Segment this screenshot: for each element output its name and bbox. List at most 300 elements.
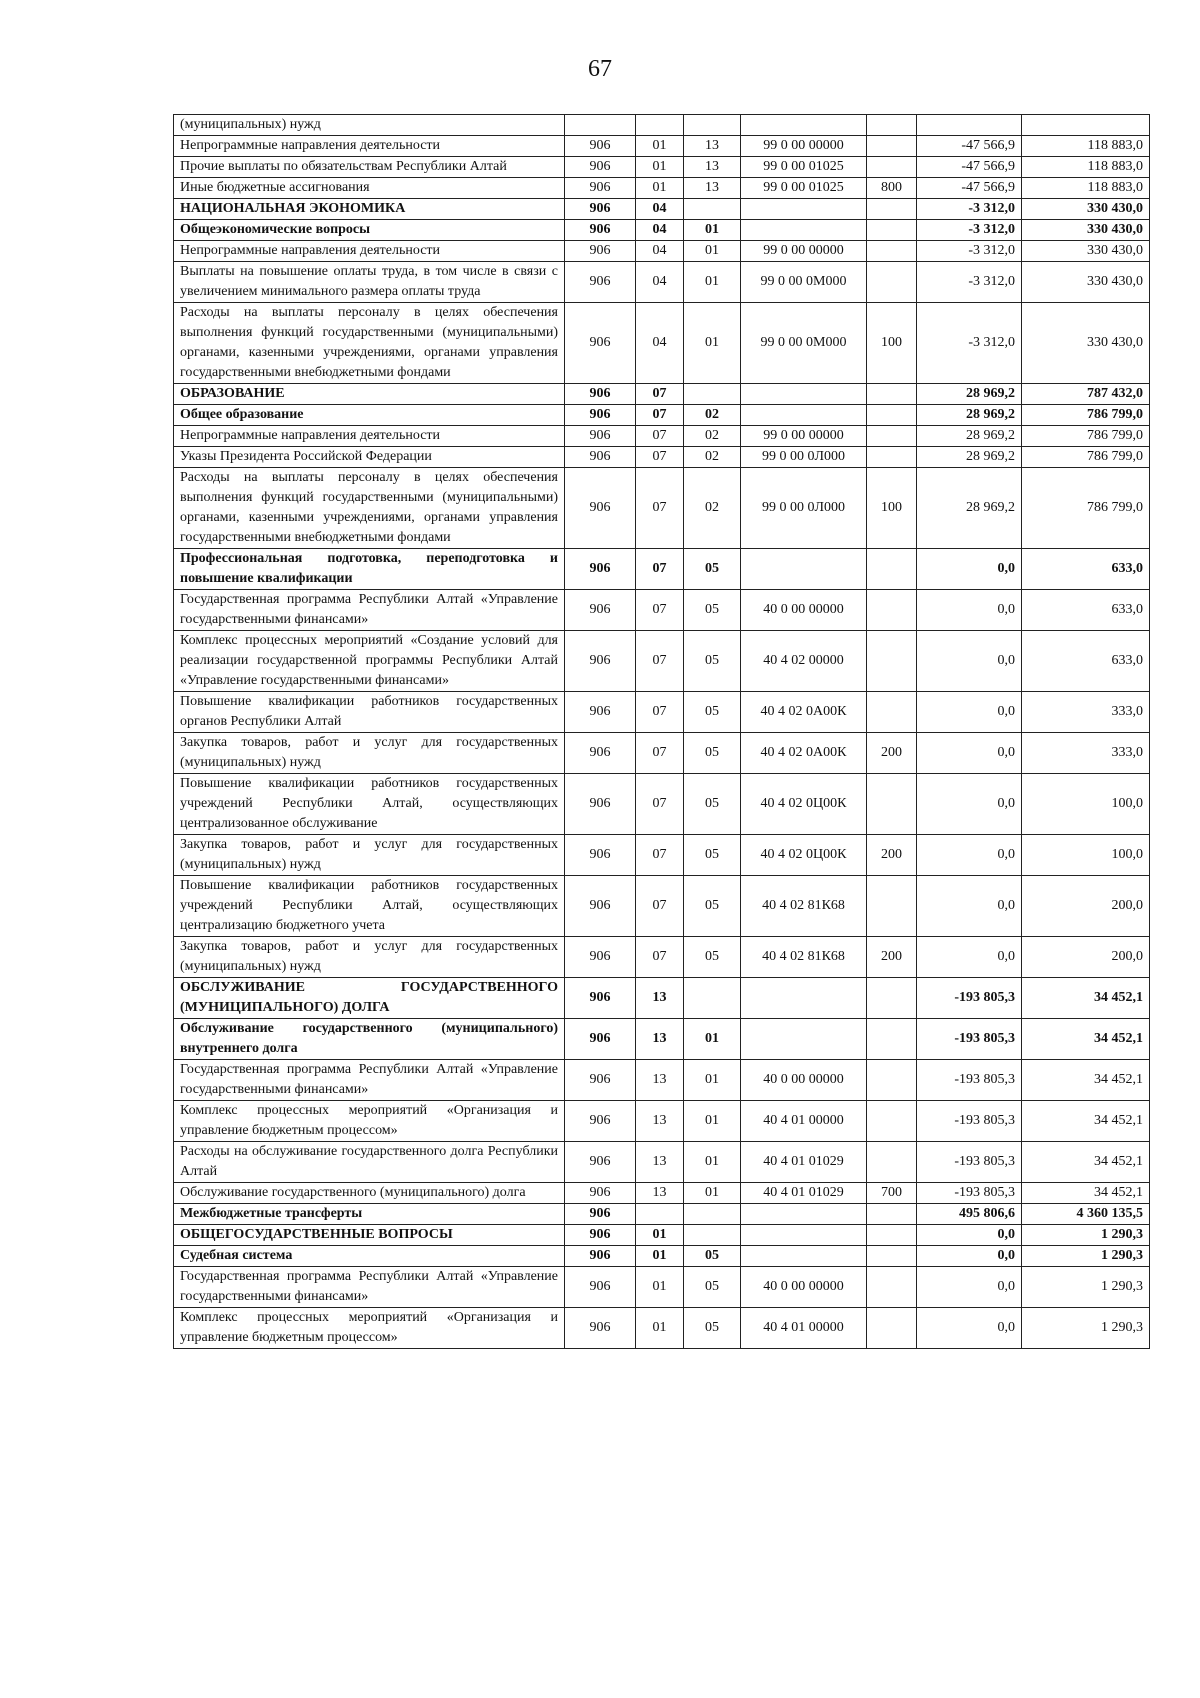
target-article-cell <box>741 115 867 136</box>
target-article-cell: 40 4 02 00000 <box>741 631 867 692</box>
expense-type-cell <box>867 1267 917 1308</box>
table-row <box>174 631 1150 692</box>
subsection-code-cell: 05 <box>684 835 741 876</box>
amount-total-cell: 786 799,0 <box>1022 426 1150 447</box>
table-row <box>174 1308 1150 1349</box>
target-article-cell <box>741 220 867 241</box>
expense-type-cell <box>867 262 917 303</box>
target-article-cell: 99 0 00 00000 <box>741 426 867 447</box>
section-code-cell: 01 <box>636 1225 684 1246</box>
amount-change-cell: 0,0 <box>917 1225 1022 1246</box>
department-code-cell: 906 <box>565 1101 636 1142</box>
expense-type-cell <box>867 1019 917 1060</box>
table-row <box>174 178 1150 199</box>
target-article-cell <box>741 978 867 1019</box>
subsection-code-cell: 01 <box>684 1060 741 1101</box>
department-code-cell: 906 <box>565 631 636 692</box>
expense-name-cell: НАЦИОНАЛЬНАЯ ЭКОНОМИКА <box>174 199 565 220</box>
section-code-cell: 04 <box>636 303 684 384</box>
target-article-cell <box>741 1246 867 1267</box>
amount-total-cell: 1 290,3 <box>1022 1267 1150 1308</box>
amount-total-cell: 333,0 <box>1022 733 1150 774</box>
subsection-code-cell: 05 <box>684 631 741 692</box>
table-row <box>174 220 1150 241</box>
table-row <box>174 468 1150 549</box>
amount-change-cell <box>917 115 1022 136</box>
expense-name-cell: Непрограммные направления деятельности <box>174 426 565 447</box>
subsection-code-cell: 05 <box>684 1246 741 1267</box>
subsection-code-cell: 01 <box>684 220 741 241</box>
expense-type-cell <box>867 1204 917 1225</box>
amount-change-cell: 0,0 <box>917 1267 1022 1308</box>
amount-change-cell: -3 312,0 <box>917 303 1022 384</box>
target-article-cell <box>741 1225 867 1246</box>
amount-total-cell: 34 452,1 <box>1022 1142 1150 1183</box>
amount-total-cell: 787 432,0 <box>1022 384 1150 405</box>
section-code-cell: 13 <box>636 978 684 1019</box>
section-code-cell: 07 <box>636 590 684 631</box>
amount-change-cell: 0,0 <box>917 590 1022 631</box>
page-number: 67 <box>588 56 612 82</box>
amount-total-cell: 34 452,1 <box>1022 1183 1150 1204</box>
target-article-cell: 99 0 00 00000 <box>741 241 867 262</box>
subsection-code-cell: 05 <box>684 733 741 774</box>
target-article-cell <box>741 405 867 426</box>
amount-change-cell: -193 805,3 <box>917 978 1022 1019</box>
amount-total-cell: 118 883,0 <box>1022 157 1150 178</box>
expense-type-cell <box>867 1060 917 1101</box>
section-code-cell: 07 <box>636 733 684 774</box>
expense-name-cell: Обслуживание государственного (муниципального) внутреннего долга <box>174 1019 565 1060</box>
section-code-cell: 04 <box>636 220 684 241</box>
expense-type-cell <box>867 384 917 405</box>
expense-name-cell: Общеэкономические вопросы <box>174 220 565 241</box>
department-code-cell: 906 <box>565 199 636 220</box>
target-article-cell: 40 4 02 0Ц00К <box>741 774 867 835</box>
budget-table <box>173 114 1150 1349</box>
section-code-cell: 07 <box>636 835 684 876</box>
table-row <box>174 549 1150 590</box>
subsection-code-cell <box>684 115 741 136</box>
subsection-code-cell: 05 <box>684 876 741 937</box>
amount-total-cell: 330 430,0 <box>1022 199 1150 220</box>
target-article-cell: 99 0 00 01025 <box>741 178 867 199</box>
amount-change-cell: 0,0 <box>917 549 1022 590</box>
department-code-cell: 906 <box>565 405 636 426</box>
section-code-cell: 04 <box>636 199 684 220</box>
amount-change-cell: 0,0 <box>917 631 1022 692</box>
expense-type-cell <box>867 1225 917 1246</box>
subsection-code-cell: 13 <box>684 157 741 178</box>
amount-total-cell: 786 799,0 <box>1022 447 1150 468</box>
expense-name-cell: Государственная программа Республики Алтай «Управление государственными финансами» <box>174 1267 565 1308</box>
expense-type-cell <box>867 199 917 220</box>
amount-change-cell: -3 312,0 <box>917 220 1022 241</box>
expense-type-cell <box>867 1101 917 1142</box>
expense-type-cell <box>867 241 917 262</box>
section-code-cell: 13 <box>636 1183 684 1204</box>
amount-change-cell: 0,0 <box>917 733 1022 774</box>
table-row <box>174 876 1150 937</box>
expense-type-cell <box>867 978 917 1019</box>
section-code-cell: 01 <box>636 1308 684 1349</box>
expense-name-cell: Профессиональная подготовка, переподготовка и повышение квалификации <box>174 549 565 590</box>
expense-name-cell: Комплекс процессных мероприятий «Организация и управление бюджетным процессом» <box>174 1101 565 1142</box>
amount-change-cell: -193 805,3 <box>917 1019 1022 1060</box>
department-code-cell: 906 <box>565 590 636 631</box>
table-row <box>174 1142 1150 1183</box>
target-article-cell: 40 0 00 00000 <box>741 1267 867 1308</box>
target-article-cell: 40 4 01 00000 <box>741 1308 867 1349</box>
table-row <box>174 426 1150 447</box>
target-article-cell: 99 0 00 0Л000 <box>741 468 867 549</box>
subsection-code-cell: 01 <box>684 241 741 262</box>
expense-type-cell <box>867 405 917 426</box>
table-row <box>174 115 1150 136</box>
department-code-cell: 906 <box>565 262 636 303</box>
department-code-cell: 906 <box>565 1142 636 1183</box>
department-code-cell: 906 <box>565 774 636 835</box>
expense-type-cell <box>867 136 917 157</box>
amount-change-cell: -193 805,3 <box>917 1060 1022 1101</box>
section-code-cell: 07 <box>636 876 684 937</box>
section-code-cell: 07 <box>636 692 684 733</box>
amount-total-cell: 118 883,0 <box>1022 178 1150 199</box>
expense-name-cell: Повышение квалификации работников государственных органов Республики Алтай <box>174 692 565 733</box>
expense-type-cell: 700 <box>867 1183 917 1204</box>
expense-name-cell: Прочие выплаты по обязательствам Республики Алтай <box>174 157 565 178</box>
department-code-cell: 906 <box>565 1267 636 1308</box>
target-article-cell <box>741 199 867 220</box>
target-article-cell: 99 0 00 0М000 <box>741 262 867 303</box>
table-row <box>174 937 1150 978</box>
amount-total-cell: 786 799,0 <box>1022 468 1150 549</box>
target-article-cell <box>741 1204 867 1225</box>
expense-name-cell: Закупка товаров, работ и услуг для государственных (муниципальных) нужд <box>174 733 565 774</box>
expense-name-cell: Государственная программа Республики Алтай «Управление государственными финансами» <box>174 1060 565 1101</box>
table-row <box>174 733 1150 774</box>
amount-change-cell: -193 805,3 <box>917 1101 1022 1142</box>
amount-change-cell: 0,0 <box>917 1246 1022 1267</box>
subsection-code-cell: 01 <box>684 1142 741 1183</box>
amount-change-cell: 28 969,2 <box>917 384 1022 405</box>
amount-total-cell: 330 430,0 <box>1022 241 1150 262</box>
amount-change-cell: 28 969,2 <box>917 468 1022 549</box>
expense-type-cell <box>867 447 917 468</box>
table-row <box>174 1060 1150 1101</box>
section-code-cell: 13 <box>636 1101 684 1142</box>
section-code-cell: 07 <box>636 774 684 835</box>
section-code-cell: 13 <box>636 1019 684 1060</box>
table-row <box>174 384 1150 405</box>
subsection-code-cell <box>684 978 741 1019</box>
subsection-code-cell <box>684 1225 741 1246</box>
department-code-cell: 906 <box>565 978 636 1019</box>
section-code-cell: 07 <box>636 405 684 426</box>
section-code-cell: 07 <box>636 384 684 405</box>
department-code-cell: 906 <box>565 937 636 978</box>
department-code-cell: 906 <box>565 692 636 733</box>
target-article-cell: 40 4 01 00000 <box>741 1101 867 1142</box>
target-article-cell: 40 0 00 00000 <box>741 590 867 631</box>
table-row <box>174 136 1150 157</box>
department-code-cell: 906 <box>565 549 636 590</box>
amount-total-cell: 100,0 <box>1022 835 1150 876</box>
expense-name-cell: Повышение квалификации работников государственных учреждений Республики Алтай, осуществляющих централизованное обслуживание <box>174 774 565 835</box>
subsection-code-cell: 05 <box>684 549 741 590</box>
target-article-cell <box>741 384 867 405</box>
section-code-cell <box>636 115 684 136</box>
subsection-code-cell <box>684 199 741 220</box>
subsection-code-cell: 13 <box>684 136 741 157</box>
table-row <box>174 157 1150 178</box>
expense-type-cell <box>867 220 917 241</box>
budget-table-body <box>174 115 1150 1349</box>
section-code-cell: 07 <box>636 549 684 590</box>
section-code-cell: 07 <box>636 937 684 978</box>
target-article-cell <box>741 549 867 590</box>
department-code-cell: 906 <box>565 157 636 178</box>
expense-name-cell: Судебная система <box>174 1246 565 1267</box>
subsection-code-cell: 02 <box>684 447 741 468</box>
expense-type-cell <box>867 426 917 447</box>
subsection-code-cell: 05 <box>684 1308 741 1349</box>
department-code-cell: 906 <box>565 1246 636 1267</box>
department-code-cell: 906 <box>565 426 636 447</box>
subsection-code-cell: 02 <box>684 468 741 549</box>
subsection-code-cell: 05 <box>684 590 741 631</box>
department-code-cell: 906 <box>565 136 636 157</box>
table-row <box>174 1246 1150 1267</box>
section-code-cell: 01 <box>636 178 684 199</box>
expense-type-cell <box>867 1308 917 1349</box>
section-code-cell: 13 <box>636 1060 684 1101</box>
expense-type-cell <box>867 774 917 835</box>
expense-type-cell: 200 <box>867 733 917 774</box>
amount-change-cell: -3 312,0 <box>917 241 1022 262</box>
amount-total-cell: 34 452,1 <box>1022 978 1150 1019</box>
amount-total-cell: 330 430,0 <box>1022 303 1150 384</box>
expense-name-cell: Повышение квалификации работников государственных учреждений Республики Алтай, осуществляющих централизацию бюджетного учета <box>174 876 565 937</box>
table-row <box>174 1019 1150 1060</box>
table-row <box>174 1183 1150 1204</box>
department-code-cell: 906 <box>565 733 636 774</box>
expense-name-cell: Указы Президента Российской Федерации <box>174 447 565 468</box>
subsection-code-cell: 05 <box>684 774 741 835</box>
expense-type-cell <box>867 876 917 937</box>
department-code-cell: 906 <box>565 1019 636 1060</box>
department-code-cell: 906 <box>565 1060 636 1101</box>
expense-type-cell <box>867 115 917 136</box>
table-row <box>174 241 1150 262</box>
expense-type-cell: 200 <box>867 937 917 978</box>
expense-name-cell: ОБРАЗОВАНИЕ <box>174 384 565 405</box>
expense-name-cell: Расходы на выплаты персоналу в целях обеспечения выполнения функций государственными (муниципальными) органами, казенными учреждениями, органами управления государственными внебюджетными фондами <box>174 303 565 384</box>
department-code-cell: 906 <box>565 220 636 241</box>
expense-name-cell: Комплекс процессных мероприятий «Организация и управление бюджетным процессом» <box>174 1308 565 1349</box>
department-code-cell: 906 <box>565 178 636 199</box>
amount-change-cell: 0,0 <box>917 876 1022 937</box>
table-row <box>174 590 1150 631</box>
expense-name-cell: Межбюджетные трансферты <box>174 1204 565 1225</box>
amount-change-cell: 28 969,2 <box>917 426 1022 447</box>
expense-name-cell: Непрограммные направления деятельности <box>174 136 565 157</box>
target-article-cell: 40 4 02 0Ц00К <box>741 835 867 876</box>
expense-name-cell: Непрограммные направления деятельности <box>174 241 565 262</box>
amount-total-cell: 1 290,3 <box>1022 1308 1150 1349</box>
subsection-code-cell: 05 <box>684 692 741 733</box>
expense-type-cell: 100 <box>867 303 917 384</box>
subsection-code-cell: 05 <box>684 1267 741 1308</box>
amount-change-cell: 0,0 <box>917 835 1022 876</box>
section-code-cell: 07 <box>636 468 684 549</box>
amount-change-cell: -3 312,0 <box>917 262 1022 303</box>
department-code-cell: 906 <box>565 876 636 937</box>
amount-total-cell: 633,0 <box>1022 590 1150 631</box>
subsection-code-cell: 01 <box>684 262 741 303</box>
expense-type-cell <box>867 1142 917 1183</box>
subsection-code-cell: 02 <box>684 426 741 447</box>
table-row <box>174 1204 1150 1225</box>
amount-change-cell: 495 806,6 <box>917 1204 1022 1225</box>
subsection-code-cell: 01 <box>684 1101 741 1142</box>
section-code-cell: 01 <box>636 157 684 178</box>
section-code-cell: 07 <box>636 447 684 468</box>
table-row <box>174 978 1150 1019</box>
subsection-code-cell: 13 <box>684 178 741 199</box>
department-code-cell: 906 <box>565 468 636 549</box>
expense-type-cell <box>867 1246 917 1267</box>
amount-total-cell <box>1022 115 1150 136</box>
expense-type-cell <box>867 549 917 590</box>
amount-total-cell: 118 883,0 <box>1022 136 1150 157</box>
expense-name-cell: Иные бюджетные ассигнования <box>174 178 565 199</box>
amount-total-cell: 200,0 <box>1022 937 1150 978</box>
amount-change-cell: -47 566,9 <box>917 136 1022 157</box>
table-row <box>174 1225 1150 1246</box>
expense-name-cell: Общее образование <box>174 405 565 426</box>
department-code-cell: 906 <box>565 303 636 384</box>
expense-type-cell: 100 <box>867 468 917 549</box>
section-code-cell: 01 <box>636 1246 684 1267</box>
amount-change-cell: 28 969,2 <box>917 405 1022 426</box>
expense-name-cell: ОБЩЕГОСУДАРСТВЕННЫЕ ВОПРОСЫ <box>174 1225 565 1246</box>
table-row <box>174 199 1150 220</box>
target-article-cell: 40 4 01 01029 <box>741 1142 867 1183</box>
department-code-cell: 906 <box>565 384 636 405</box>
target-article-cell: 99 0 00 01025 <box>741 157 867 178</box>
amount-total-cell: 330 430,0 <box>1022 220 1150 241</box>
table-row <box>174 835 1150 876</box>
target-article-cell: 99 0 00 0Л000 <box>741 447 867 468</box>
section-code-cell: 01 <box>636 136 684 157</box>
amount-change-cell: 28 969,2 <box>917 447 1022 468</box>
table-row <box>174 262 1150 303</box>
amount-total-cell: 633,0 <box>1022 549 1150 590</box>
amount-total-cell: 330 430,0 <box>1022 262 1150 303</box>
expense-name-cell: Комплекс процессных мероприятий «Создание условий для реализации государственной программы Республики Алтай «Управление государственными финансами» <box>174 631 565 692</box>
target-article-cell: 40 4 02 0А00К <box>741 692 867 733</box>
target-article-cell: 40 0 00 00000 <box>741 1060 867 1101</box>
amount-total-cell: 1 290,3 <box>1022 1225 1150 1246</box>
expense-type-cell <box>867 157 917 178</box>
subsection-code-cell: 02 <box>684 405 741 426</box>
subsection-code-cell: 01 <box>684 1183 741 1204</box>
subsection-code-cell <box>684 384 741 405</box>
amount-change-cell: 0,0 <box>917 937 1022 978</box>
subsection-code-cell: 01 <box>684 303 741 384</box>
amount-change-cell: 0,0 <box>917 1308 1022 1349</box>
department-code-cell: 906 <box>565 1204 636 1225</box>
expense-name-cell: (муниципальных) нужд <box>174 115 565 136</box>
amount-total-cell: 4 360 135,5 <box>1022 1204 1150 1225</box>
expense-name-cell: ОБСЛУЖИВАНИЕ ГОСУДАРСТВЕННОГО (МУНИЦИПАЛЬНОГО) ДОЛГА <box>174 978 565 1019</box>
subsection-code-cell: 01 <box>684 1019 741 1060</box>
amount-change-cell: -193 805,3 <box>917 1183 1022 1204</box>
amount-change-cell: -3 312,0 <box>917 199 1022 220</box>
expense-type-cell: 200 <box>867 835 917 876</box>
section-code-cell: 04 <box>636 241 684 262</box>
expense-name-cell: Расходы на обслуживание государственного долга Республики Алтай <box>174 1142 565 1183</box>
amount-change-cell: 0,0 <box>917 774 1022 835</box>
section-code-cell <box>636 1204 684 1225</box>
target-article-cell: 40 4 01 01029 <box>741 1183 867 1204</box>
amount-total-cell: 633,0 <box>1022 631 1150 692</box>
amount-change-cell: -47 566,9 <box>917 178 1022 199</box>
amount-change-cell: -193 805,3 <box>917 1142 1022 1183</box>
expense-name-cell: Расходы на выплаты персоналу в целях обеспечения выполнения функций государственными (муниципальными) органами, казенными учреждениями, органами управления государственными внебюджетными фондами <box>174 468 565 549</box>
amount-change-cell: 0,0 <box>917 692 1022 733</box>
table-row <box>174 774 1150 835</box>
target-article-cell: 40 4 02 0А00К <box>741 733 867 774</box>
department-code-cell: 906 <box>565 1308 636 1349</box>
department-code-cell: 906 <box>565 835 636 876</box>
department-code-cell: 906 <box>565 1183 636 1204</box>
table-row <box>174 692 1150 733</box>
department-code-cell: 906 <box>565 1225 636 1246</box>
amount-total-cell: 34 452,1 <box>1022 1019 1150 1060</box>
target-article-cell: 99 0 00 00000 <box>741 136 867 157</box>
expense-name-cell: Закупка товаров, работ и услуг для государственных (муниципальных) нужд <box>174 835 565 876</box>
department-code-cell: 906 <box>565 241 636 262</box>
expense-name-cell: Обслуживание государственного (муниципального) долга <box>174 1183 565 1204</box>
section-code-cell: 07 <box>636 631 684 692</box>
target-article-cell: 99 0 00 0М000 <box>741 303 867 384</box>
target-article-cell <box>741 1019 867 1060</box>
expense-name-cell: Выплаты на повышение оплаты труда, в том числе в связи с увеличением минимального размера оплаты труда <box>174 262 565 303</box>
target-article-cell: 40 4 02 81К68 <box>741 937 867 978</box>
table-row <box>174 1267 1150 1308</box>
target-article-cell: 40 4 02 81К68 <box>741 876 867 937</box>
section-code-cell: 01 <box>636 1267 684 1308</box>
expense-type-cell <box>867 590 917 631</box>
amount-total-cell: 200,0 <box>1022 876 1150 937</box>
table-row <box>174 405 1150 426</box>
amount-total-cell: 100,0 <box>1022 774 1150 835</box>
expense-type-cell <box>867 692 917 733</box>
table-row <box>174 447 1150 468</box>
subsection-code-cell <box>684 1204 741 1225</box>
expense-type-cell: 800 <box>867 178 917 199</box>
amount-change-cell: -47 566,9 <box>917 157 1022 178</box>
department-code-cell: 906 <box>565 447 636 468</box>
table-row <box>174 1101 1150 1142</box>
section-code-cell: 07 <box>636 426 684 447</box>
department-code-cell <box>565 115 636 136</box>
table-row <box>174 303 1150 384</box>
expense-type-cell <box>867 631 917 692</box>
expense-name-cell: Государственная программа Республики Алтай «Управление государственными финансами» <box>174 590 565 631</box>
